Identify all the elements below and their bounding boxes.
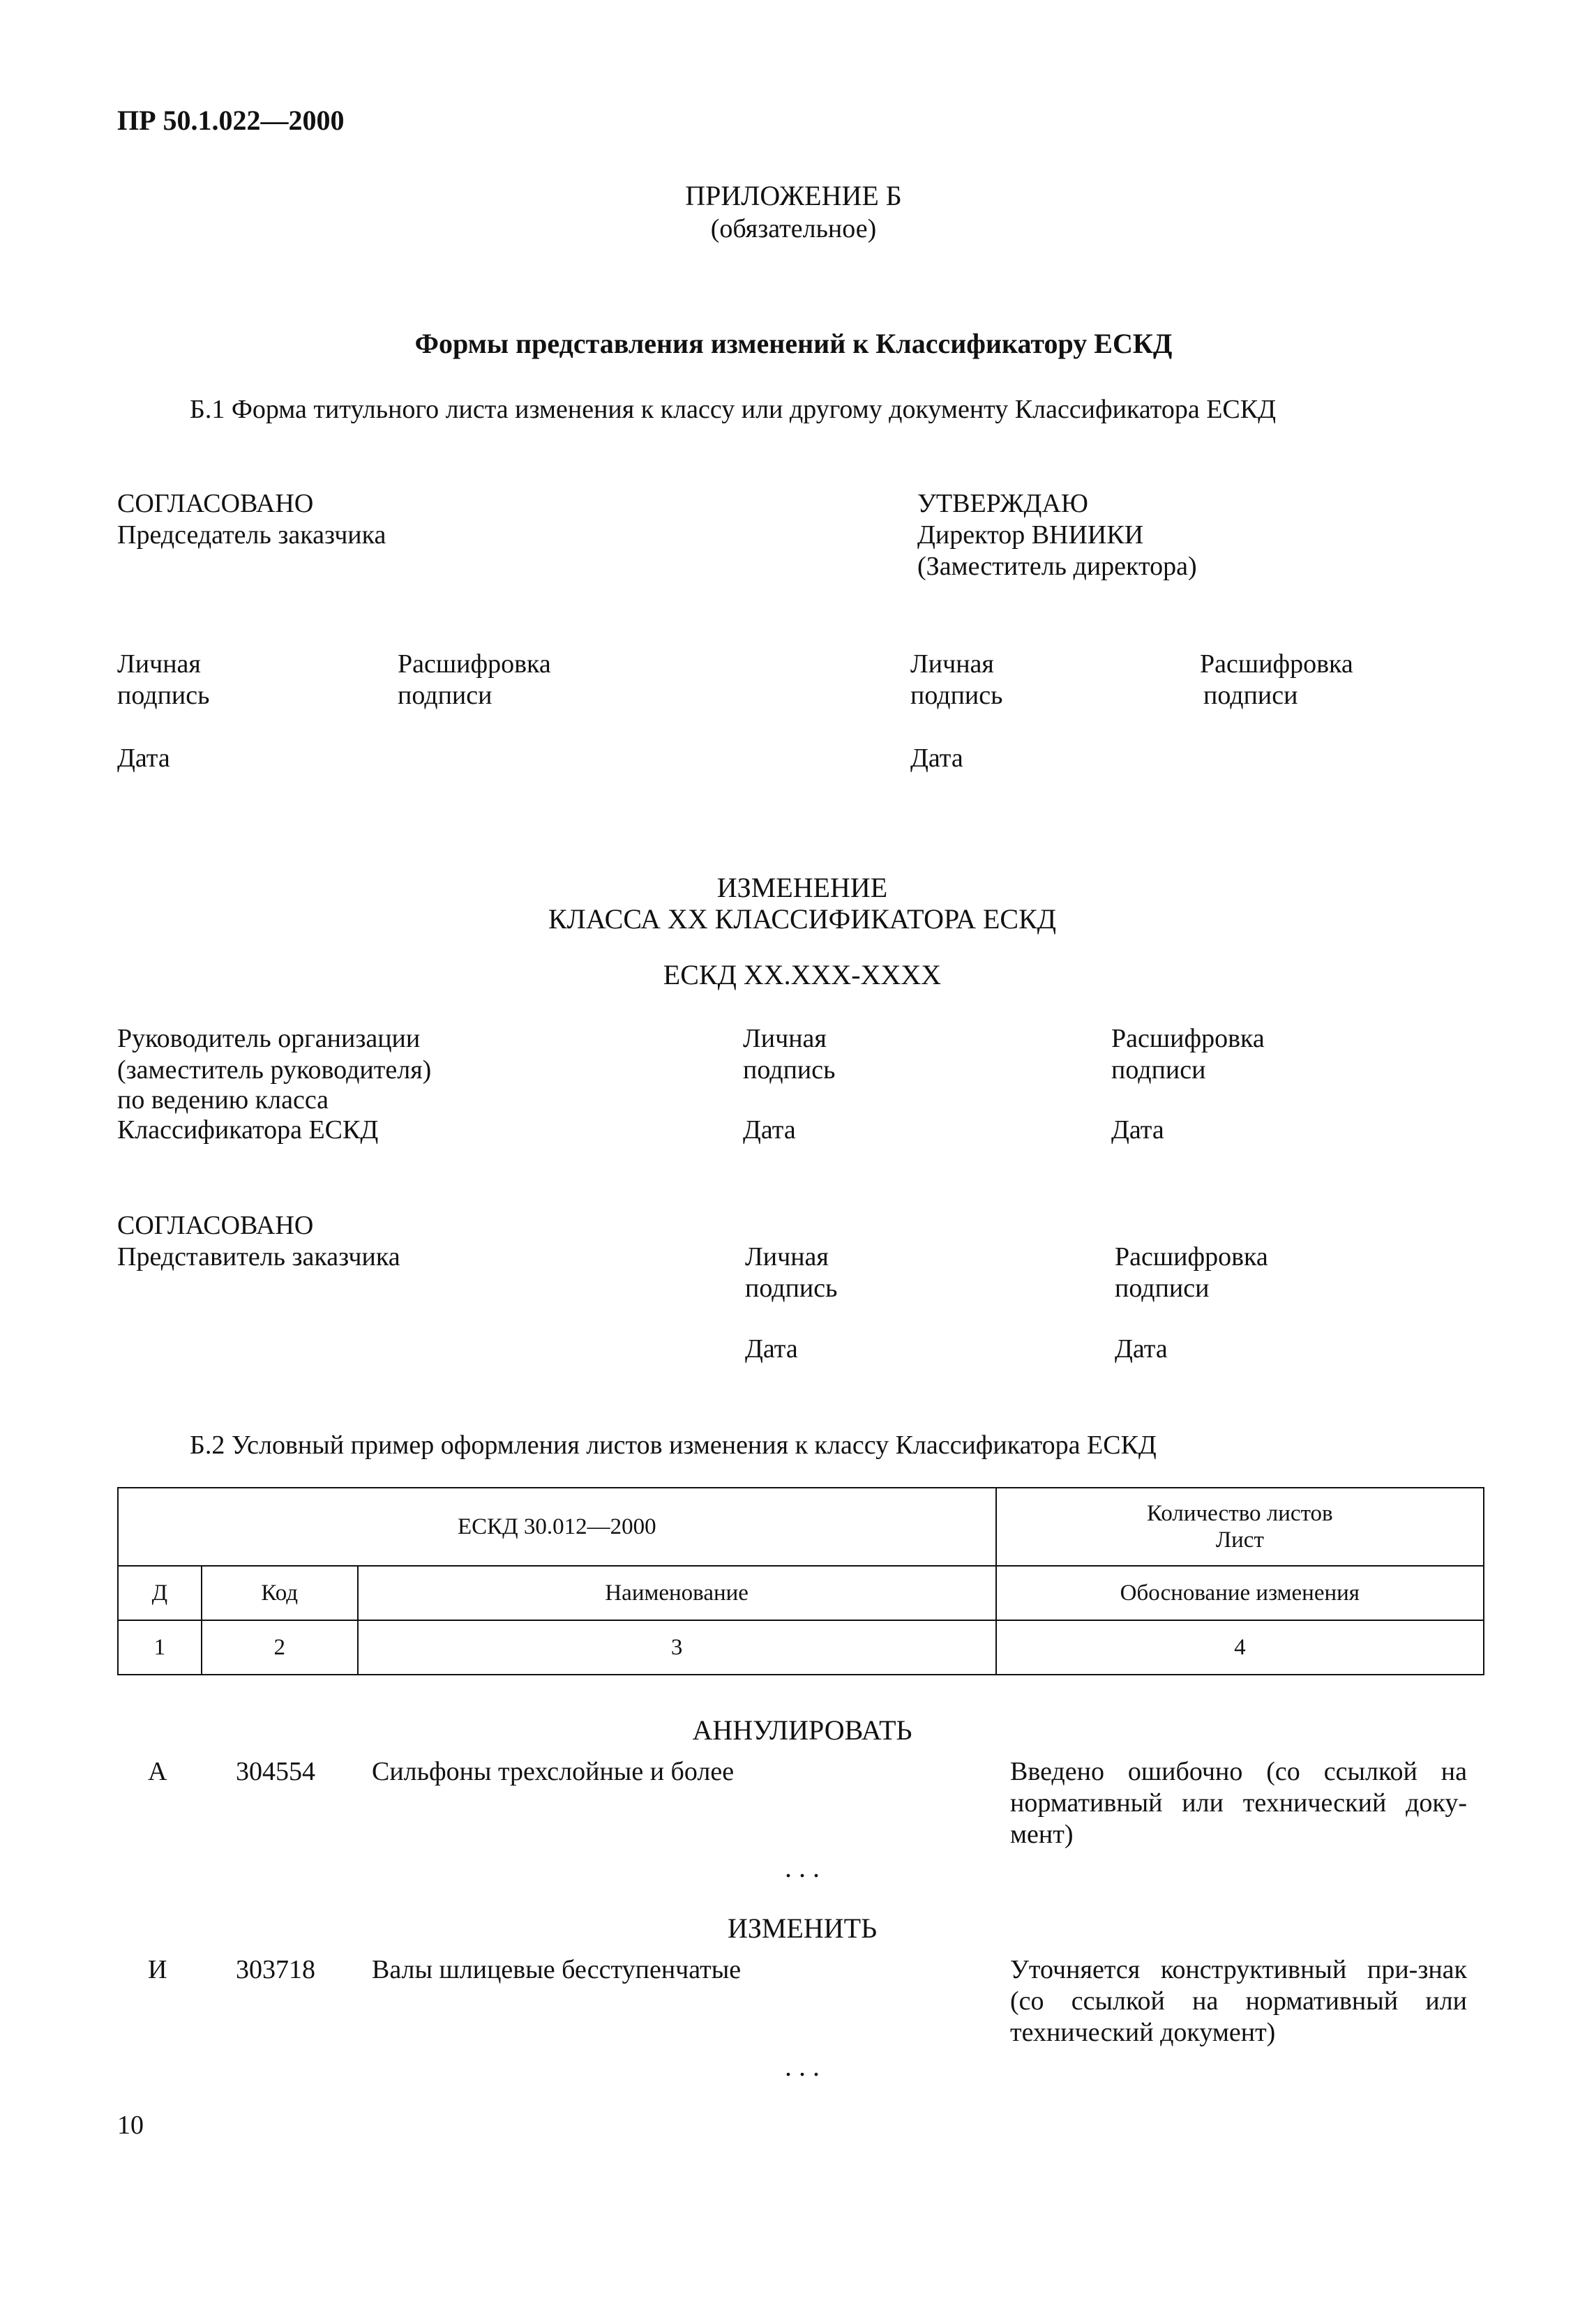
- approval-right-role-alt: (Заместитель директора): [917, 552, 1197, 581]
- manager-line: (заместитель руководителя): [117, 1055, 432, 1085]
- page-heading: Формы представления изменений к Классификатору ЕСКД: [414, 328, 1173, 359]
- date-label: Дата: [1111, 1115, 1164, 1145]
- annul-name: Сильфоны трехслойные и более: [372, 1757, 735, 1786]
- signature-personal-label: подпись: [745, 1274, 838, 1303]
- section-b1-title: Б.1 Форма титульного листа изменения к классу или другому документу Классификатора ЕСКД: [190, 395, 1277, 424]
- signature-decode-label: подписи: [1111, 1055, 1206, 1085]
- modify-reason: Уточняется конструктивный при-знак (со ссылкой на нормативный или технический документ): [1010, 1955, 1467, 2047]
- table-sheets-cell: [996, 1488, 1484, 1566]
- table-col-number: 1: [118, 1620, 202, 1675]
- approval2-label: СОГЛАСОВАНО: [117, 1211, 314, 1240]
- approval2-role: Представитель заказчика: [117, 1242, 400, 1272]
- manager-line: Классификатора ЕСКД: [117, 1115, 379, 1145]
- approval-right-label: УТВЕРЖДАЮ: [917, 489, 1088, 518]
- signature-personal-label: подпись: [743, 1055, 836, 1085]
- date-label: Дата: [1115, 1334, 1168, 1364]
- signature-personal-label: подпись: [910, 681, 1003, 710]
- appendix-title: ПРИЛОЖЕНИЕ Б: [685, 180, 902, 211]
- signature-decode-label: подписи: [398, 681, 492, 710]
- document-code: ПР 50.1.022—2000: [117, 105, 345, 136]
- table-col-header: Д: [118, 1566, 202, 1620]
- signature-decode-label: Расшифровка: [398, 649, 551, 679]
- change-subtitle: КЛАССА ХХ КЛАССИФИКАТОРА ЕСКД: [548, 903, 1057, 935]
- signature-personal-label: Личная: [910, 649, 994, 679]
- change-sheet-table: [117, 1487, 1484, 1675]
- modify-name: Валы шлицевые бесступенчатые: [372, 1955, 742, 1984]
- date-label: Дата: [745, 1334, 798, 1364]
- table-col-number: 2: [202, 1620, 358, 1675]
- signature-decode-label: подписи: [1203, 681, 1298, 710]
- signature-decode-label: Расшифровка: [1111, 1024, 1265, 1053]
- table-col-number: 4: [996, 1620, 1484, 1675]
- approval-right-role: Директор ВНИИКИ: [917, 520, 1144, 550]
- signature-decode-label: Расшифровка: [1200, 649, 1353, 679]
- change-title: ИЗМЕНЕНИЕ: [716, 872, 888, 903]
- date-label: Дата: [743, 1115, 796, 1145]
- table-col-header: Код: [202, 1566, 358, 1620]
- annul-code: 304554: [236, 1757, 315, 1786]
- signature-personal-label: Личная: [117, 649, 201, 679]
- change-code: ЕСКД ХХ.ХХХ-ХХХХ: [663, 959, 942, 990]
- page-number: 10: [117, 2111, 144, 2140]
- table-doc-code: ЕСКД 30.012—2000: [118, 1488, 996, 1566]
- approval-left-role: Председатель заказчика: [117, 520, 386, 550]
- manager-line: по ведению класса: [117, 1085, 329, 1115]
- modify-code: 303718: [236, 1955, 315, 1984]
- section-b2-title: Б.2 Условный пример оформления листов изменения к классу Классификатора ЕСКД: [190, 1431, 1157, 1460]
- table-col-header: Обоснование изменения: [996, 1566, 1484, 1620]
- manager-line: Руководитель организации: [117, 1024, 421, 1053]
- table-col-number: 3: [358, 1620, 996, 1675]
- signature-decode-label: Расшифровка: [1115, 1242, 1268, 1272]
- signature-decode-label: подписи: [1115, 1274, 1210, 1303]
- date-label: Дата: [117, 744, 170, 773]
- annul-heading: АННУЛИРОВАТЬ: [692, 1714, 912, 1746]
- modify-mark: И: [148, 1955, 167, 1984]
- annul-reason: Введено ошибочно (со ссылкой на нормативный или технический доку-мент): [1010, 1757, 1467, 1849]
- signature-personal-label: Личная: [743, 1024, 827, 1053]
- table-col-header: Наименование: [358, 1566, 996, 1620]
- signature-personal-label: Личная: [745, 1242, 829, 1272]
- ellipsis: . . .: [785, 2051, 820, 2082]
- appendix-note: (обязательное): [710, 214, 877, 243]
- approval-left-label: СОГЛАСОВАНО: [117, 489, 314, 518]
- annul-mark: А: [148, 1757, 167, 1786]
- ellipsis: . . .: [785, 1852, 820, 1883]
- modify-heading: ИЗМЕНИТЬ: [727, 1912, 878, 1944]
- date-label: Дата: [910, 744, 963, 773]
- table-sheets-count: Количество листов: [1147, 1501, 1333, 1526]
- signature-personal-label: подпись: [117, 681, 210, 710]
- table-sheet: Лист: [1215, 1527, 1264, 1553]
